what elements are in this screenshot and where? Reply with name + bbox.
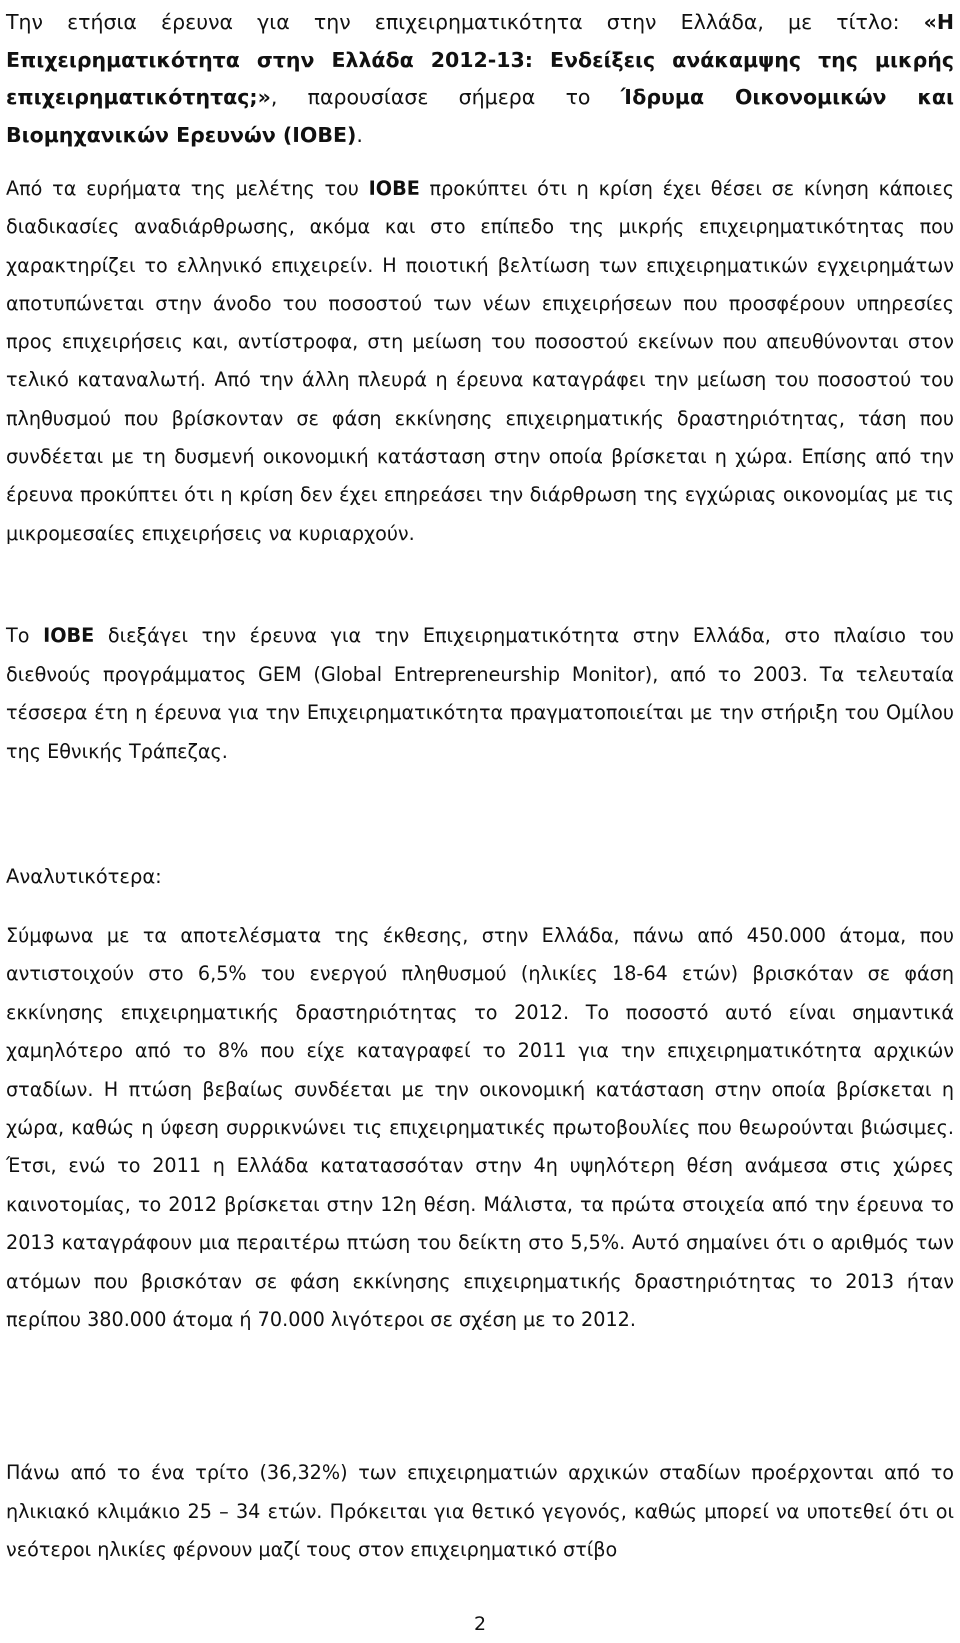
page-number: 2 xyxy=(473,1613,487,1635)
gem-text-pre: Το xyxy=(6,624,44,647)
details-paragraph: Σύμφωνα με τα αποτελέσματα της έκθεσης, στην Ελλάδα, πάνω από 450.000 άτομα, που αντιστοιχούν στο 6,5% του ενεργού πληθυσμού (ηλικίες 18-64 ετών) βρισκόταν σε φάση εκκίνησης επιχειρηματικής δραστηριότητας το 2012. Το ποσοστό αυτό είναι σημαντικά χαμηλότερο από το 8% που είχε καταγραφεί το 2011 για την επιχειρηματικότητα αρχικών σταδίων. Η πτώση βεβαίως συνδέεται με την οικονομική κατάσταση στην οποία βρίσκεται η χώρα, καθώς η ύφεση συρρικνώνει τις επιχειρηματικές πρωτοβουλίες που θεωρούνται βιώσιμες. Έτσι, ενώ το 2011 η Ελλάδα κατατασσόταν στην 4η υψηλότερη θέση ανάμεσα στις χώρες καινοτομίας, το 2012 βρίσκεται στην 12η θέση. Μάλιστα, τα πρώτα στοιχεία από την έρευνα το 2013 καταγράφουν μια περαιτέρω πτώση του δείκτη στο 5,5%. Αυτό σημαίνει ότι ο αριθμός των ατόμων που βρισκόταν σε φάση εκκίνησης επιχειρηματικής δραστηριότητας το 2013 ήταν περίπου 380.000 άτομα ή 70.000 λιγότεροι σε σχέση με το 2012. xyxy=(6,924,954,1332)
findings-text-pre: Από τα ευρήματα της μελέτης του xyxy=(6,177,369,200)
findings-text: προκύπτει ότι η κρίση έχει θέσει σε κίνηση κάποιες διαδικασίες αναδιάρθρωσης, ακόμα και στο επίπεδο της μικρής επιχειρηματικότητας που χαρακτηρίζει το ελληνικό επιχειρείν. Η ποιοτική βελτίωση των επιχειρηματικών εγχειρημάτων αποτυπώνεται στην άνοδο του ποσοστού των νέων επιχειρήσεων που προσφέρουν υπηρεσίες προς επιχειρήσεις και, αντίστροφα, στη μείωση του ποσοστού εκείνων που απευθύνονται στον τελικό καταναλωτή. Από την άλλη πλευρά η έρευνα καταγράφει την μείωση του ποσοστού του πληθυσμού που βρίσκονταν σε φάση εκκίνησης επιχειρηματικής δραστηριότητας, τάση που συνδέεται με τη δυσμενή οικονομική κατάσταση στην οποία βρίσκεται η χώρα. Επίσης από την έρευνα προκύπτει ότι η κρίση δεν έχει επηρεάσει την διάρθρωση της εγχώριας οικονομίας με τις μικρομεσαίες επιχειρήσεις να κυριαρχούν. xyxy=(6,177,954,545)
section-heading: Αναλυτικότερα: xyxy=(6,865,162,888)
findings-paragraph xyxy=(6,170,954,553)
intro-text-end: . xyxy=(356,122,363,147)
gem-text: διεξάγει την έρευνα για την Επιχειρηματικότητα στην Ελλάδα, στο πλαίσιο του διεθνούς προγράμματος GEM (Global Entrepreneurship Monitor), από το 2003. Τα τελευταία τέσσερα έτη η έρευνα για την Επιχειρηματικότητα πραγματοποιείται με την στήριξη του Ομίλου της Εθνικής Τράπεζας. xyxy=(6,624,955,763)
gem-paragraph xyxy=(6,617,954,771)
age-group-paragraph: Πάνω από το ένα τρίτο (36,32%) των επιχειρηματιών αρχικών σταδίων προέρχονται από το ηλικιακό κλιμάκιο 25 – 34 ετών. Πρόκειται για θετικό γεγονός, καθώς μπορεί να υποτεθεί ότι οι νεότεροι ηλικίες φέρνουν μαζί τους στον επιχειρηματικό στίβο xyxy=(6,1461,954,1561)
iobe-acronym: ΙΟΒΕ xyxy=(368,177,420,200)
intro-text-mid: , παρουσίασε σήμερα το xyxy=(270,85,621,109)
intro-paragraph xyxy=(6,4,954,154)
report-title: «Η Επιχειρηματικότητα στην Ελλάδα 2012-13: Ενδείξεις ανάκαμψης της μικρής επιχειρηματικότητας;» xyxy=(6,10,954,109)
intro-text: Την ετήσια έρευνα για την επιχειρηματικότητα στην Ελλάδα, με τίτλο: xyxy=(6,10,924,34)
iobe-acronym: ΙΟΒΕ xyxy=(43,624,95,647)
organization-name: Ίδρυμα Οικονομικών και Βιομηχανικών Ερευνών (ΙΟΒΕ) xyxy=(6,85,954,147)
